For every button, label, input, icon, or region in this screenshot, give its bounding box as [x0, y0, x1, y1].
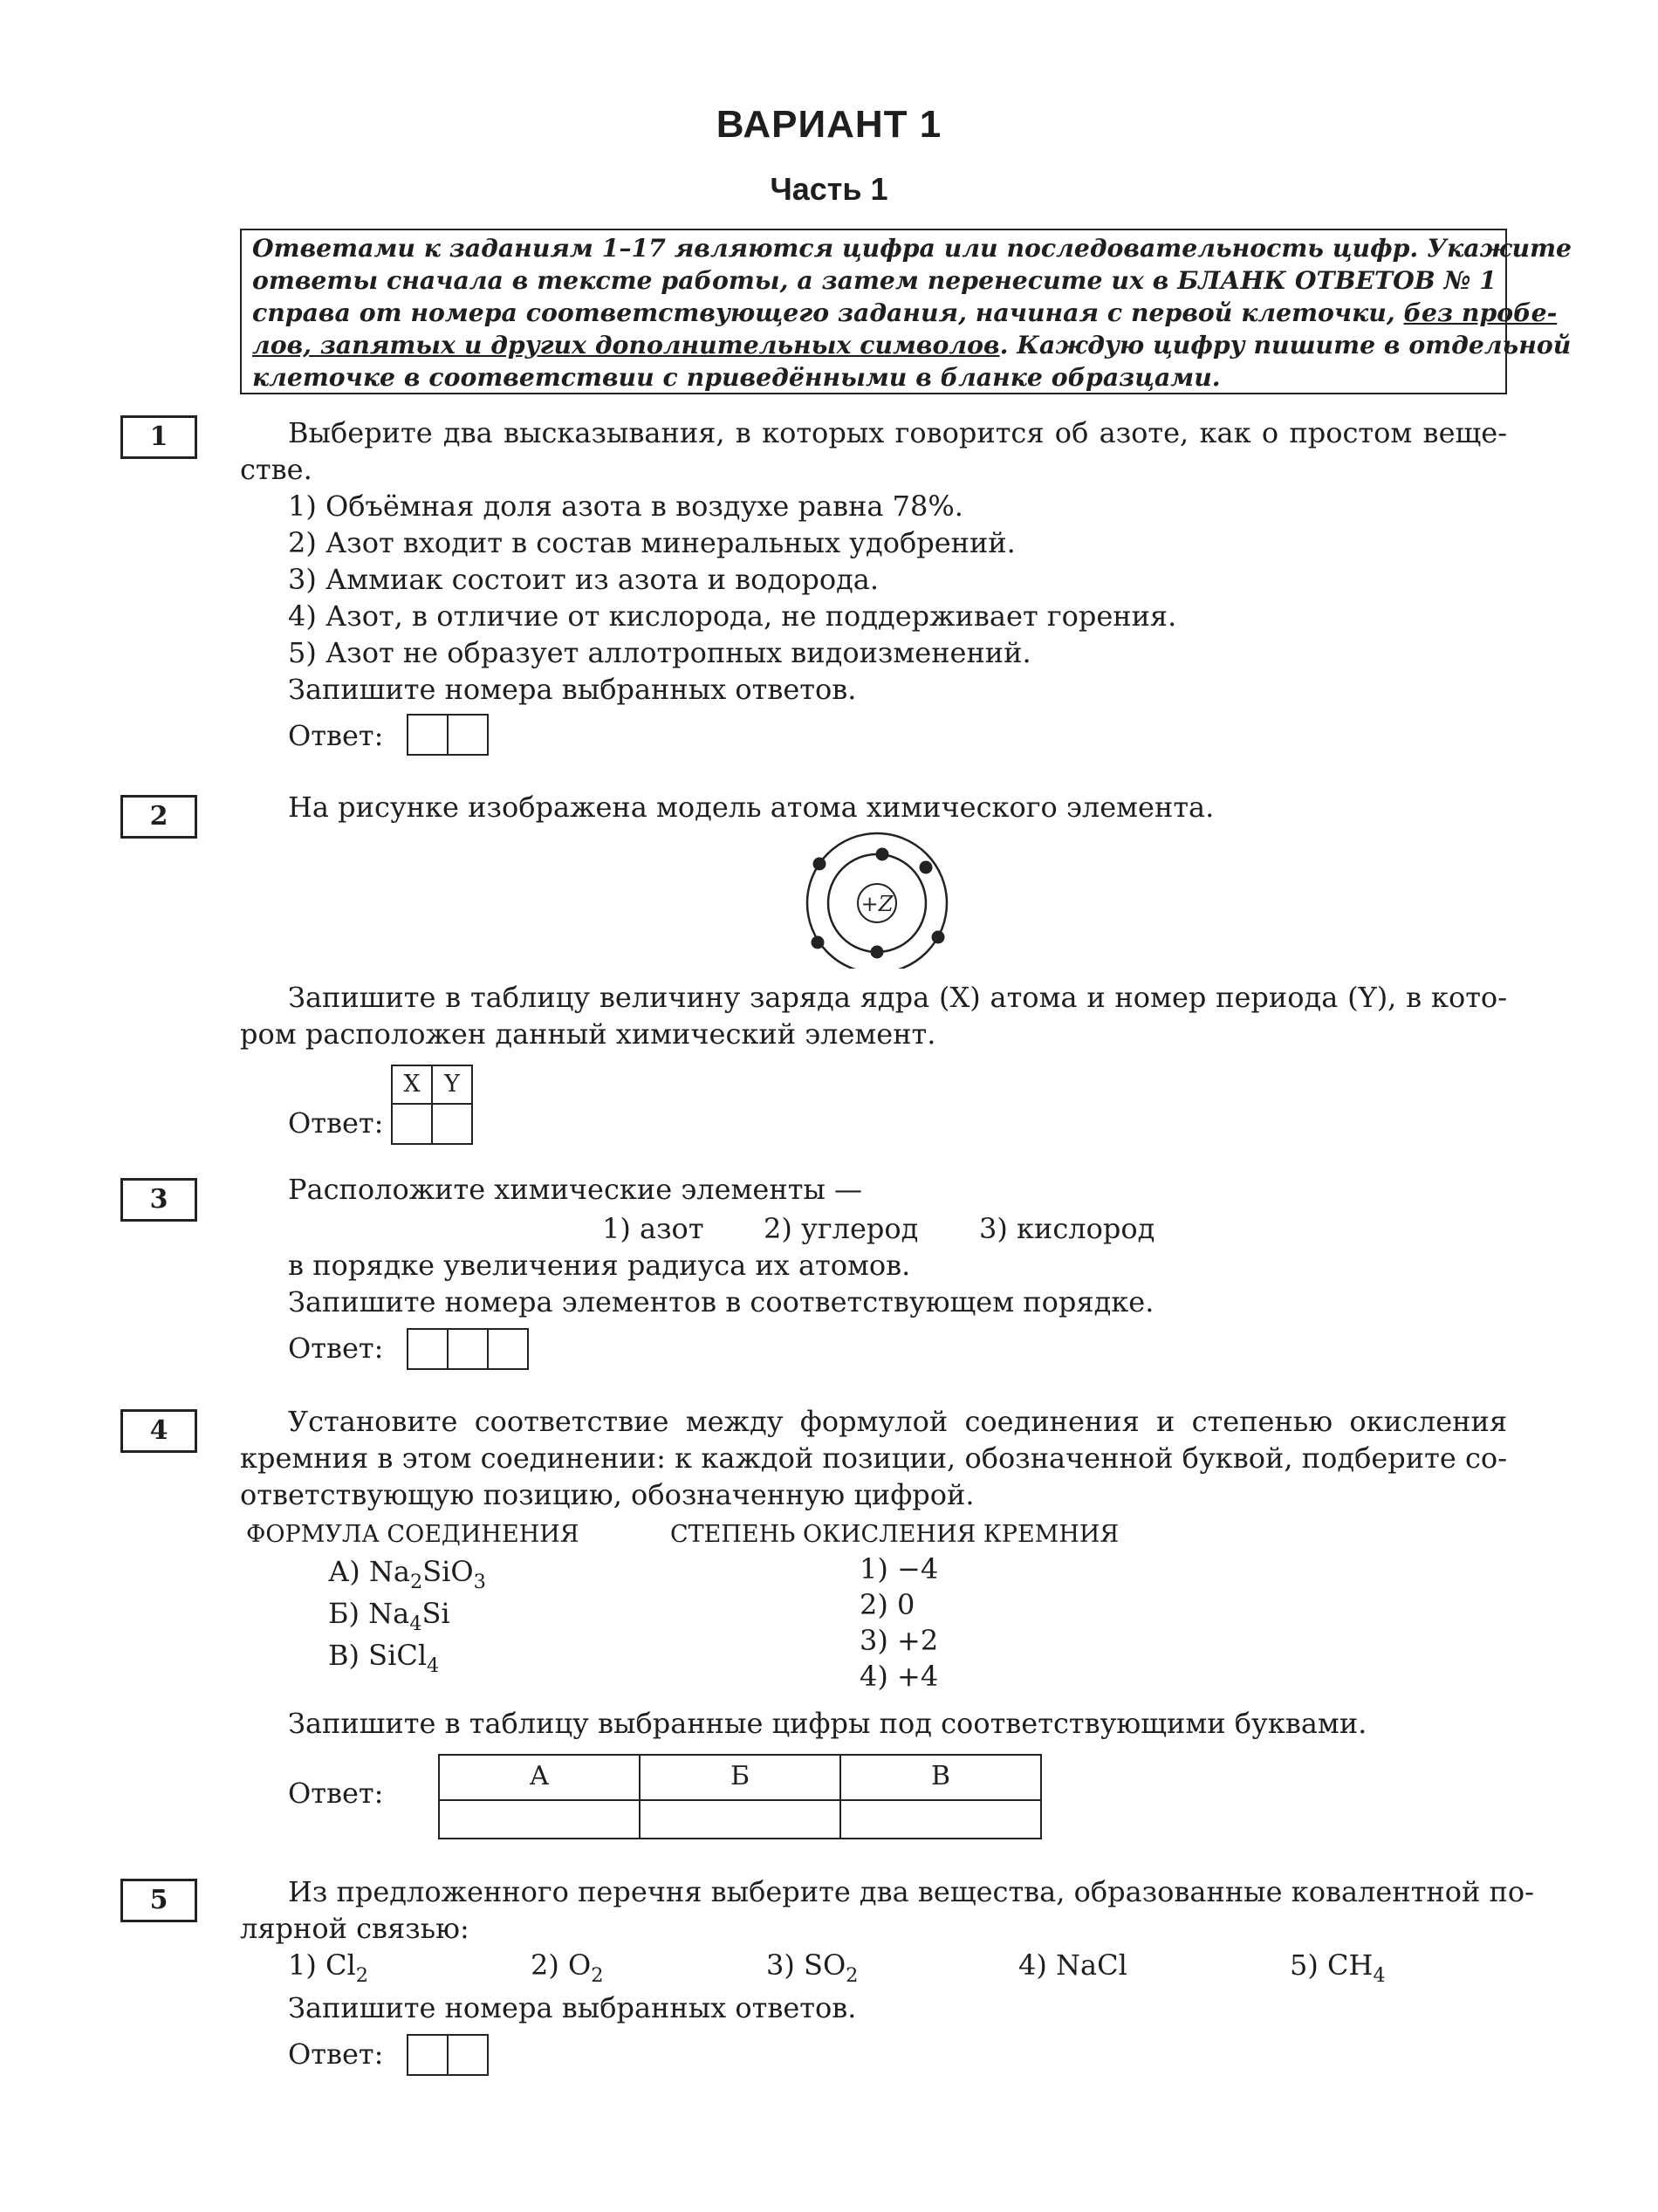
electron [920, 861, 933, 874]
q5-text-line: Из предложенного перечня выберите два вещества, образованные ковалентной по- [288, 1875, 1534, 1908]
q1-option: 4) Азот, в отличие от кислорода, не поддерживает горения. [288, 599, 1177, 633]
q4-state: 3) +2 [860, 1624, 939, 1657]
atom-model-diagram [798, 829, 956, 969]
answer-cell[interactable] [407, 714, 449, 756]
q4-formula-b: Б) $Na_4Si$ [328, 1597, 450, 1635]
answer-cell[interactable] [447, 2034, 489, 2076]
instructions-box [240, 229, 1572, 394]
answer-cell-x[interactable] [391, 1103, 433, 1145]
q4-formula-c: В) SiCl$_4$ [328, 1639, 440, 1677]
q2-text-line: На рисунке изображена модель атома химического элемента. [288, 791, 1215, 824]
q3-element: 1) азот [602, 1212, 704, 1245]
q4-formula-a: А) $Na_2SiO_3$ [328, 1555, 486, 1593]
q4-column-heading: СТЕПЕНЬ ОКИСЛЕНИЯ КРЕМНИЯ [670, 1521, 1120, 1548]
instructions-line: Ответами к заданиям 1–17 являются цифра или последовательность цифр. Укажите [252, 233, 1572, 263]
q2-text-line: Запишите в таблицу величину заряда ядра (X) атома и номер периода (Y), в кото- [288, 981, 1508, 1014]
q5-option-1: 1) $Cl_2$ [288, 1948, 368, 1987]
question-number-3: 3 [120, 1178, 197, 1222]
q4-header-a: А [438, 1754, 641, 1801]
q1-option: 1) Объёмная доля азота в воздухе равна 78%. [288, 490, 963, 523]
q5-option-2: 2) $O_2$ [531, 1948, 604, 1987]
q5-option-3: 3) $SO_2$ [766, 1948, 859, 1987]
question-number-5: 5 [120, 1879, 197, 1922]
answer-label: Ответ: [288, 1777, 384, 1810]
answer-cell-b[interactable] [639, 1799, 841, 1839]
answer-cell[interactable] [447, 714, 489, 756]
electron [813, 858, 826, 871]
answer-cell[interactable] [487, 1328, 529, 1370]
q2-header-x: X [391, 1065, 433, 1105]
q3-element: 3) кислород [979, 1212, 1155, 1245]
q5-prompt: Запишите номера выбранных ответов. [288, 1991, 857, 2024]
electron [871, 946, 884, 959]
answer-cell-a[interactable] [438, 1799, 641, 1839]
variant-title: ВАРИАНТ 1 [716, 103, 942, 146]
instructions-line: лов, запятых и других дополнительных символов. Каждую цифру пишите в отдельной [252, 330, 1572, 360]
q5-option-5: 5) $CH_4$ [1290, 1948, 1386, 1987]
electron [876, 848, 889, 861]
q1-option: 2) Азот входит в состав минеральных удобрений. [288, 526, 1016, 559]
question-number-2: 2 [120, 795, 197, 839]
answer-cell[interactable] [407, 2034, 449, 2076]
q3-text-line: в порядке увеличения радиуса их атомов. [288, 1249, 911, 1282]
q1-prompt: Запишите номера выбранных ответов. [288, 673, 857, 706]
answer-label: Ответ: [288, 1106, 384, 1140]
answer-cell-y[interactable] [431, 1103, 473, 1145]
answer-cell-c[interactable] [839, 1799, 1042, 1839]
q4-text-line: ответствующую позицию, обозначенную цифрой. [240, 1478, 975, 1511]
answer-cell[interactable] [407, 1328, 449, 1370]
instructions-line: ответы сначала в тексте работы, а затем перенесите их в БЛАНК ОТВЕТОВ № 1 [252, 265, 1497, 295]
q4-column-heading: ФОРМУЛА СОЕДИНЕНИЯ [246, 1521, 579, 1548]
electron [932, 931, 945, 944]
q4-prompt: Запишите в таблицу выбранные цифры под соответствующими буквами. [288, 1707, 1367, 1740]
q1-option: 3) Аммиак состоит из азота и водорода. [288, 563, 880, 596]
q4-state: 2) 0 [860, 1588, 915, 1621]
question-number-4: 4 [120, 1409, 197, 1453]
q3-element: 2) углерод [764, 1212, 919, 1245]
instructions-line: клеточке в соответствии с приведёнными в бланке образцами. [252, 362, 1221, 392]
answer-cell[interactable] [447, 1328, 489, 1370]
q4-header-b: Б [639, 1754, 841, 1801]
nucleus-charge-label: +Z [860, 892, 894, 916]
question-number-1: 1 [120, 415, 197, 459]
q4-state: 1) −4 [860, 1552, 939, 1585]
q2-header-y: Y [431, 1065, 473, 1105]
electron [812, 936, 825, 949]
q2-text-line: ром расположен данный химический элемент. [240, 1017, 936, 1051]
q1-option: 5) Азот не образует аллотропных видоизменений. [288, 636, 1031, 669]
q4-text-line: кремния в этом соединении: к каждой позиции, обозначенной буквой, подберите со- [240, 1442, 1507, 1475]
q5-option-4: 4) NaCl [1018, 1948, 1127, 1982]
instructions-line: справа от номера соответствующего задания, начиная с первой клеточки, без пробе- [252, 298, 1558, 327]
q1-text-line: Выберите два высказывания, в которых говорится об азоте, как о простом веще- [288, 416, 1507, 449]
q5-text-line: лярной связью: [240, 1912, 469, 1945]
q4-state: 4) +4 [860, 1660, 939, 1693]
q1-text-line: стве. [240, 453, 312, 486]
q3-text-line: Запишите номера элементов в соответствующем порядке. [288, 1285, 1154, 1318]
answer-label: Ответ: [288, 1332, 384, 1365]
answer-label: Ответ: [288, 719, 384, 752]
q3-text-line: Расположите химические элементы — [288, 1173, 863, 1206]
q4-text-line: Установите соответствие между формулой соединения и степенью окисления [288, 1405, 1507, 1438]
part-title: Часть 1 [770, 171, 888, 207]
answer-label: Ответ: [288, 2037, 384, 2071]
q4-header-c: В [839, 1754, 1042, 1801]
